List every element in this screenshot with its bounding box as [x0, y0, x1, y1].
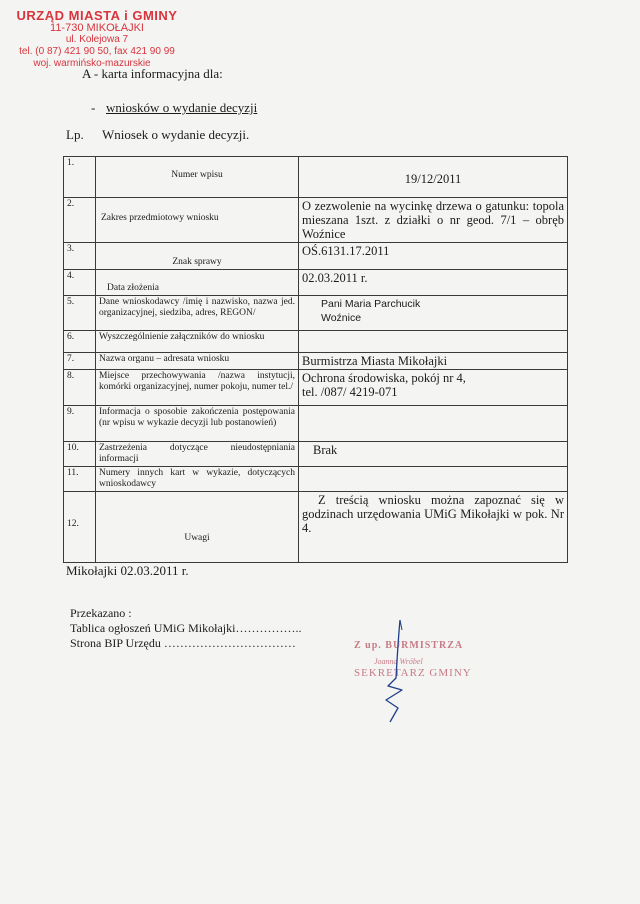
stamp-line-1: URZĄD MIASTA i GMINY: [16, 8, 178, 23]
row-label-text: Znak sprawy: [172, 257, 222, 267]
row-value: OŚ.6131.17.2011: [299, 243, 568, 270]
table-row: [64, 296, 568, 331]
row-number: 7.: [64, 353, 96, 370]
row-value: 02.03.2011 r.: [299, 270, 568, 296]
row-label: Nazwa organu – adresata wniosku: [96, 353, 299, 370]
row-label: Numery innych kart w wykazie, dotyczących wnioskodawcy: [96, 467, 299, 492]
karta-heading: A - karta informacyjna dla:: [82, 66, 223, 81]
row-label: Zastrzeżenia dotyczące nieudostępniania informacji: [96, 442, 299, 467]
przekazano-label: Przekazano :: [70, 606, 132, 620]
row-value: [299, 406, 568, 442]
table-row: [64, 406, 568, 442]
row-number: [64, 492, 96, 563]
issue-date: Mikołajki 02.03.2011 r.: [66, 563, 189, 578]
storage-phone: tel. /087/ 4219-071: [302, 385, 398, 399]
handwritten-signature-icon: [378, 616, 418, 726]
row-value: [299, 492, 568, 563]
bip-line: Strona BIP Urzędu ……………………………: [70, 636, 296, 650]
row-number: 3.: [64, 243, 96, 270]
table-row: [64, 157, 568, 198]
row-number: 6.: [64, 331, 96, 353]
signature-stamp-line-1: Z up. BURMISTRZA: [354, 640, 464, 651]
row-number: 10.: [64, 442, 96, 467]
row-value: [299, 370, 568, 406]
table-row: [64, 353, 568, 370]
applicant-place: Woźnice: [321, 312, 362, 324]
row-number: 9.: [64, 406, 96, 442]
signature-stamp-line-2: Joanna Wróbel: [374, 657, 423, 666]
row-value: [299, 331, 568, 353]
row-number: 4.: [64, 270, 96, 296]
lp-text: Wniosek o wydanie decyzji.: [102, 127, 250, 142]
row-label-text: Numer wpisu: [171, 170, 223, 180]
row-number: 5.: [64, 296, 96, 331]
tablica-line: Tablica ogłoszeń UMiG Mikołajki……………..: [70, 621, 302, 635]
wnioski-link[interactable]: wniosków o wydanie decyzji: [106, 100, 258, 115]
signature-stamp-line-3: SEKRETARZ GMINY: [354, 667, 472, 679]
row-number: 8.: [64, 370, 96, 406]
restriction-value: Brak: [313, 443, 338, 457]
row-label: [96, 157, 299, 198]
table-row: [64, 492, 568, 563]
applicant-name: Pani Maria Parchucik: [321, 298, 421, 310]
row-value-text: 19/12/2011: [404, 172, 462, 186]
storage-place: Ochrona środowiska, pokój nr 4,: [302, 371, 466, 385]
office-stamp: [2, 10, 192, 70]
row-value: Burmistrza Miasta Mikołajki: [299, 353, 568, 370]
row-label: Wyszczególnienie załączników do wniosku: [96, 331, 299, 353]
row-label: Miejsce przechowywania /nazwa instytucji, komórki organizacyjnej, numer pokoju, numer tel./: [96, 370, 299, 406]
row-number: 1.: [64, 157, 96, 198]
row-label: Informacja o sposobie zakończenia postępowania (nr wpisu w wykazie decyzji lub postanowień): [96, 406, 299, 442]
table-row: [64, 442, 568, 467]
stamp-line-5: woj. warmińsko-mazurskie: [33, 58, 151, 69]
row-label: [96, 492, 299, 563]
table-row: [64, 270, 568, 296]
row-value: [299, 296, 568, 331]
bullet-dash: -: [91, 100, 96, 115]
row-value-text: Z treścią wniosku można zapoznać się w godzinach urzędowania UMiG Mikołajki w pok. Nr 4.: [302, 493, 564, 535]
wniosek-table: [63, 156, 568, 563]
row-label-text: Data złożenia: [107, 283, 159, 293]
row-value: O zezwolenie na wycinkę drzewa o gatunku: topola mieszana 1szt. z działki o nr geod. 7/1 – obręb Woźnice: [299, 198, 568, 243]
row-number: 11.: [64, 467, 96, 492]
table-row: [64, 370, 568, 406]
table-row: [64, 331, 568, 353]
row-label: [96, 270, 299, 296]
table-row: [64, 467, 568, 492]
row-label-text: Zakres przedmiotowy wniosku: [101, 213, 219, 223]
row-label: Dane wnioskodawcy /imię i nazwisko, nazwa jed. organizacyjnej, siedziba, adres, REGON/: [96, 296, 299, 331]
row-number: 2.: [64, 198, 96, 243]
row-label: [96, 243, 299, 270]
row-label-text: Uwagi: [184, 533, 210, 543]
table-row: [64, 198, 568, 243]
table-row: [64, 243, 568, 270]
lp-label: Lp.: [66, 127, 84, 142]
stamp-line-2: 11-730 MIKOŁAJKI: [50, 22, 144, 34]
row-value: [299, 442, 568, 467]
stamp-line-3: ul. Kolejowa 7: [65, 34, 129, 45]
row-value: [299, 467, 568, 492]
row-value: [299, 157, 568, 198]
stamp-line-4: tel. (0 87) 421 90 50, fax 421 90 99: [19, 46, 175, 57]
row-label: [96, 198, 299, 243]
row-number-text: 12.: [67, 519, 79, 529]
